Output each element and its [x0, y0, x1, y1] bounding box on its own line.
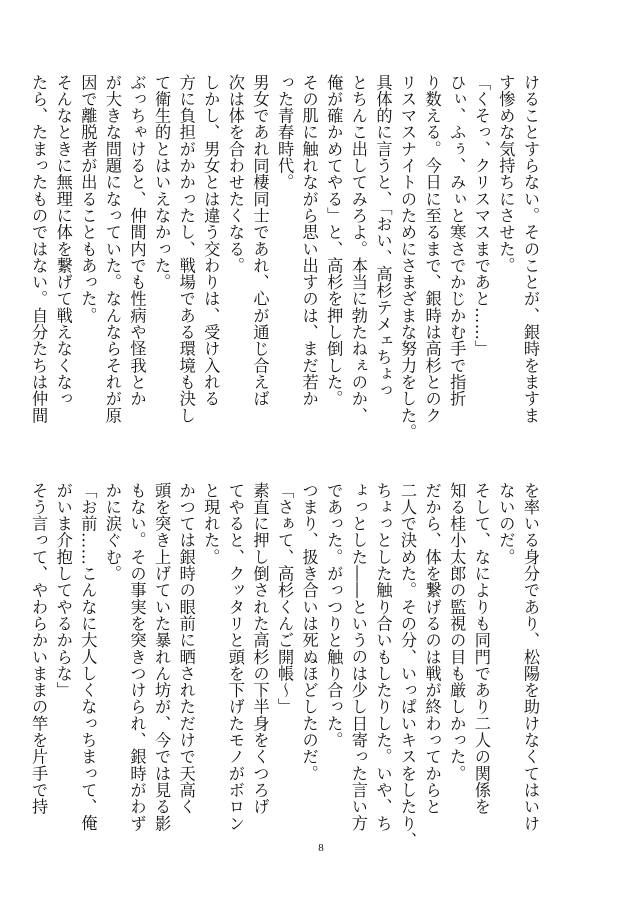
text-line: 二人で決めた。その分、いっぱいキスをしたり、 — [398, 482, 418, 849]
text-line: しかし、男女とは違う交わりは、受け入れる — [201, 74, 221, 407]
text-line: て衛生的とはいえなかった。 — [152, 74, 172, 291]
text-line: 方に負担がかかったし、戦場である環境も決し — [176, 74, 196, 424]
text-line: そう言って、やわらかいままの竿を片手で持 — [29, 482, 49, 815]
text-line: 次は体を合わせたくなる。 — [225, 74, 245, 274]
text-line: ないのだ。 — [496, 482, 516, 566]
text-line: もない。その事実を突きつけられ、銀時がわず — [127, 482, 147, 832]
text-line: がいま介抱してやるからな」 — [53, 482, 73, 699]
text-line: けることすらない。そのことが、銀時をますま — [521, 74, 540, 424]
upper-text-block — [26, 74, 542, 454]
text-line: そんなときに無理に体を繋げて戦えなくなっ — [53, 74, 73, 407]
text-line: たら、たまったものではない。自分たちは仲間 — [29, 74, 49, 424]
text-line: 具体的に言うと、「おい、高杉テメェちょっ — [373, 74, 393, 399]
text-line: ちょっとした触り合いもしたりした。いや、ち — [373, 482, 393, 832]
text-line: であった。がっつりと触り合った。 — [324, 482, 344, 749]
text-line: が大きな問題になっていた。なんならそれが原 — [102, 74, 122, 424]
text-line: ひぃ、ふぅ、みぃと寒さでかじかむ手で指折 — [447, 74, 467, 407]
text-line: 素直に押し倒された高杉の下半身をくつろげ — [250, 482, 270, 815]
page-number: 8 — [318, 842, 324, 854]
lower-text-block — [26, 482, 542, 862]
text-line: その肌に触れながら思い出すのは、まだ若か — [299, 74, 319, 407]
text-line: 俺が確かめてやる」と、高杉を押し倒した。 — [324, 74, 344, 407]
text-line: 「くそっ、クリスマスまであと……」 — [471, 74, 491, 358]
text-line: かつては銀時の眼前に晒されただけで天高く — [176, 482, 196, 815]
text-line: を率いる身分であり、松陽を助けなくてはいけ — [521, 482, 540, 832]
text-line: とちんこ出してみろよ。本当に勃たねぇのか、 — [348, 74, 368, 424]
text-line: ぶっちゃけると、仲間内でも性病や怪我とか — [127, 74, 147, 407]
text-line: ょっとした――というのは少し日寄った言い方 — [348, 482, 368, 832]
text-line: そして、なによりも同門であり二人の関係を — [471, 482, 491, 815]
text-line: かに涙ぐむ。 — [102, 482, 122, 582]
text-line: つまり、扱き合いは死ぬほどしたのだ。 — [299, 482, 319, 782]
text-line: だから、体を繋げるのは戦が終わってからと — [422, 482, 442, 815]
text-line: 頭を突き上げていた暴れん坊が、今では見る影 — [152, 482, 172, 832]
text-line: 「さぁて、高杉くんご開帳～」 — [275, 482, 295, 716]
text-line: リスマスナイトのためにさまざまな努力をした。 — [398, 74, 418, 441]
text-line: と現れた。 — [201, 482, 221, 566]
text-line: 因で離脱者が出ることもあった。 — [78, 74, 98, 324]
text-line: す惨めな気持ちにさせた。 — [496, 74, 516, 274]
text-line: 知る桂小太郎の監視の目も厳しかった。 — [447, 482, 467, 782]
text-line: 男女であれ同棲同士であれ、心が通じ合えば — [250, 74, 270, 407]
text-line: り数える。今日に至るまで、銀時は高杉とのク — [422, 74, 442, 424]
text-line: てやると、クッタリと頭を下げたモノがボロン — [225, 482, 245, 832]
text-line: った青春時代。 — [275, 74, 295, 191]
text-line: 「お前……こんなに大人しくなっちまって、俺 — [78, 482, 98, 832]
